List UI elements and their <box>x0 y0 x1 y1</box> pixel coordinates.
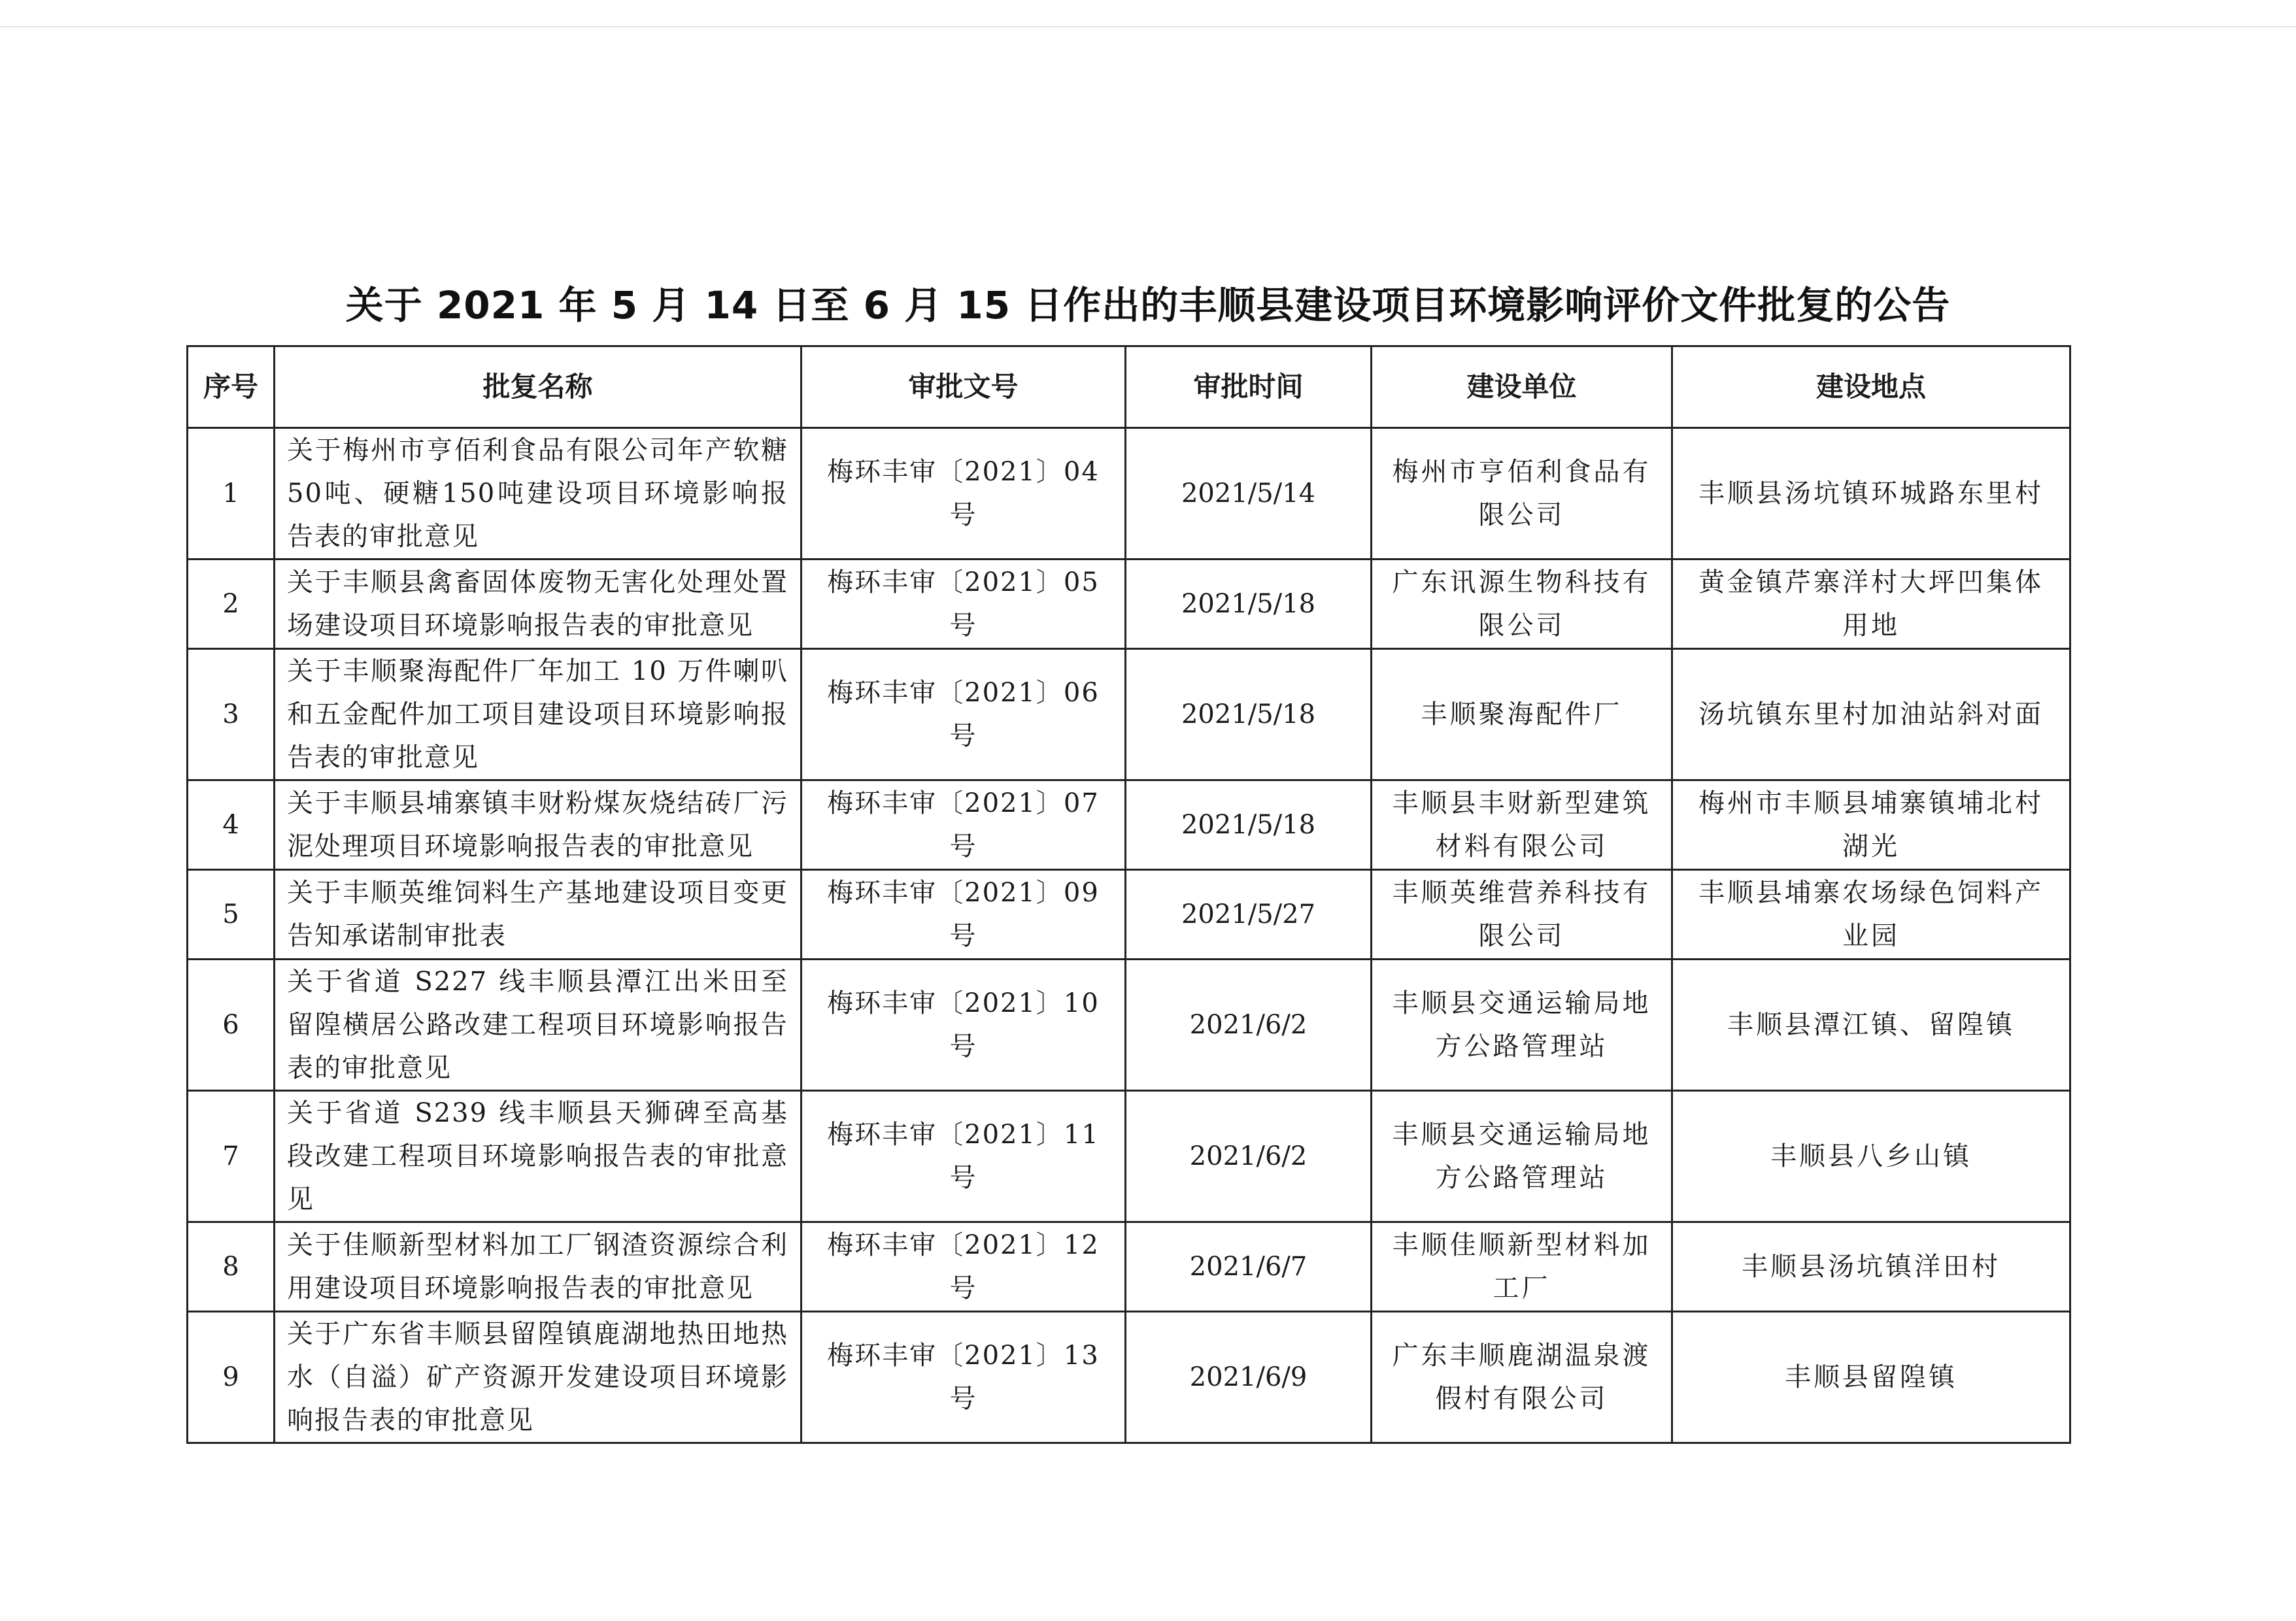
table-row <box>188 960 2070 1091</box>
table-row <box>188 780 2070 870</box>
table-row <box>188 560 2070 649</box>
header-document-number: 审批文号 <box>802 346 1126 428</box>
cell-serial: 1 <box>188 428 275 560</box>
cell-serial: 8 <box>188 1222 275 1312</box>
cell-approval-name: 关于佳顺新型材料加工厂钢渣资源综合利用建设项目环境影响报告表的审批意见 <box>275 1222 802 1312</box>
cell-document-number: 梅环丰审〔2021〕07 号 <box>802 780 1126 870</box>
cell-construction-site: 梅州市丰顺县埔寨镇埔北村湖光 <box>1672 780 2070 870</box>
approval-table <box>186 345 2071 1444</box>
header-construction-unit: 建设单位 <box>1372 346 1672 428</box>
cell-document-number: 梅环丰审〔2021〕06 号 <box>802 649 1126 780</box>
cell-serial: 2 <box>188 560 275 649</box>
cell-construction-unit: 丰顺聚海配件厂 <box>1372 649 1672 780</box>
cell-construction-site: 丰顺县留隍镇 <box>1672 1312 2070 1443</box>
table-row <box>188 1222 2070 1312</box>
cell-serial: 3 <box>188 649 275 780</box>
cell-construction-unit: 广东丰顺鹿湖温泉渡假村有限公司 <box>1372 1312 1672 1443</box>
cell-approval-name: 关于省道 S227 线丰顺县潭江出米田至留隍横居公路改建工程项目环境影响报告表的审批意见 <box>275 960 802 1091</box>
cell-construction-site: 丰顺县潭江镇、留隍镇 <box>1672 960 2070 1091</box>
cell-document-number: 梅环丰审〔2021〕10 号 <box>802 960 1126 1091</box>
cell-construction-site: 丰顺县汤坑镇洋田村 <box>1672 1222 2070 1312</box>
page-title: 关于 2021 年 5 月 14 日至 6 月 15 日作出的丰顺县建设项目环境影响评价文件批复的公告 <box>345 283 1951 327</box>
cell-construction-site: 汤坑镇东里村加油站斜对面 <box>1672 649 2070 780</box>
cell-construction-unit: 广东讯源生物科技有限公司 <box>1372 560 1672 649</box>
cell-approval-date: 2021/5/18 <box>1126 560 1372 649</box>
table-row <box>188 649 2070 780</box>
cell-approval-date: 2021/5/18 <box>1126 649 1372 780</box>
cell-construction-unit: 丰顺县丰财新型建筑材料有限公司 <box>1372 780 1672 870</box>
header-approval-date: 审批时间 <box>1126 346 1372 428</box>
cell-document-number: 梅环丰审〔2021〕13 号 <box>802 1312 1126 1443</box>
cell-approval-name: 关于丰顺县埔寨镇丰财粉煤灰烧结砖厂污泥处理项目环境影响报告表的审批意见 <box>275 780 802 870</box>
table-row <box>188 870 2070 960</box>
cell-document-number: 梅环丰审〔2021〕09 号 <box>802 870 1126 960</box>
cell-construction-site: 黄金镇芹寨洋村大坪凹集体用地 <box>1672 560 2070 649</box>
cell-construction-site: 丰顺县八乡山镇 <box>1672 1091 2070 1222</box>
cell-serial: 6 <box>188 960 275 1091</box>
cell-construction-unit: 丰顺县交通运输局地方公路管理站 <box>1372 960 1672 1091</box>
cell-approval-name: 关于广东省丰顺县留隍镇鹿湖地热田地热水（自溢）矿产资源开发建设项目环境影响报告表的审批意见 <box>275 1312 802 1443</box>
cell-approval-date: 2021/6/7 <box>1126 1222 1372 1312</box>
cell-serial: 9 <box>188 1312 275 1443</box>
cell-construction-unit: 丰顺英维营养科技有限公司 <box>1372 870 1672 960</box>
table-row <box>188 1312 2070 1443</box>
page-top-edge <box>0 26 2296 27</box>
cell-construction-unit: 梅州市亨佰利食品有限公司 <box>1372 428 1672 560</box>
cell-approval-name: 关于丰顺聚海配件厂年加工 10 万件喇叭和五金配件加工项目建设项目环境影响报告表的审批意见 <box>275 649 802 780</box>
cell-approval-date: 2021/5/14 <box>1126 428 1372 560</box>
header-approval-name: 批复名称 <box>275 346 802 428</box>
cell-approval-date: 2021/5/18 <box>1126 780 1372 870</box>
cell-document-number: 梅环丰审〔2021〕04 号 <box>802 428 1126 560</box>
cell-construction-site: 丰顺县汤坑镇环城路东里村 <box>1672 428 2070 560</box>
cell-serial: 7 <box>188 1091 275 1222</box>
cell-approval-name: 关于省道 S239 线丰顺县天狮碑至高基段改建工程项目环境影响报告表的审批意见 <box>275 1091 802 1222</box>
cell-approval-date: 2021/6/2 <box>1126 1091 1372 1222</box>
cell-document-number: 梅环丰审〔2021〕05 号 <box>802 560 1126 649</box>
cell-document-number: 梅环丰审〔2021〕12 号 <box>802 1222 1126 1312</box>
table-row <box>188 1091 2070 1222</box>
cell-serial: 5 <box>188 870 275 960</box>
cell-approval-name: 关于丰顺英维饲料生产基地建设项目变更告知承诺制审批表 <box>275 870 802 960</box>
cell-document-number: 梅环丰审〔2021〕11 号 <box>802 1091 1126 1222</box>
cell-approval-date: 2021/6/2 <box>1126 960 1372 1091</box>
cell-serial: 4 <box>188 780 275 870</box>
cell-construction-site: 丰顺县埔寨农场绿色饲料产业园 <box>1672 870 2070 960</box>
cell-approval-date: 2021/5/27 <box>1126 870 1372 960</box>
cell-construction-unit: 丰顺县交通运输局地方公路管理站 <box>1372 1091 1672 1222</box>
cell-construction-unit: 丰顺佳顺新型材料加工厂 <box>1372 1222 1672 1312</box>
table-header-row <box>188 346 2070 428</box>
cell-approval-name: 关于丰顺县禽畜固体废物无害化处理处置场建设项目环境影响报告表的审批意见 <box>275 560 802 649</box>
table-row <box>188 428 2070 560</box>
header-serial: 序号 <box>188 346 275 428</box>
cell-approval-name: 关于梅州市亨佰利食品有限公司年产软糖50吨、硬糖150吨建设项目环境影响报告表的审批意见 <box>275 428 802 560</box>
cell-approval-date: 2021/6/9 <box>1126 1312 1372 1443</box>
header-construction-site: 建设地点 <box>1672 346 2070 428</box>
